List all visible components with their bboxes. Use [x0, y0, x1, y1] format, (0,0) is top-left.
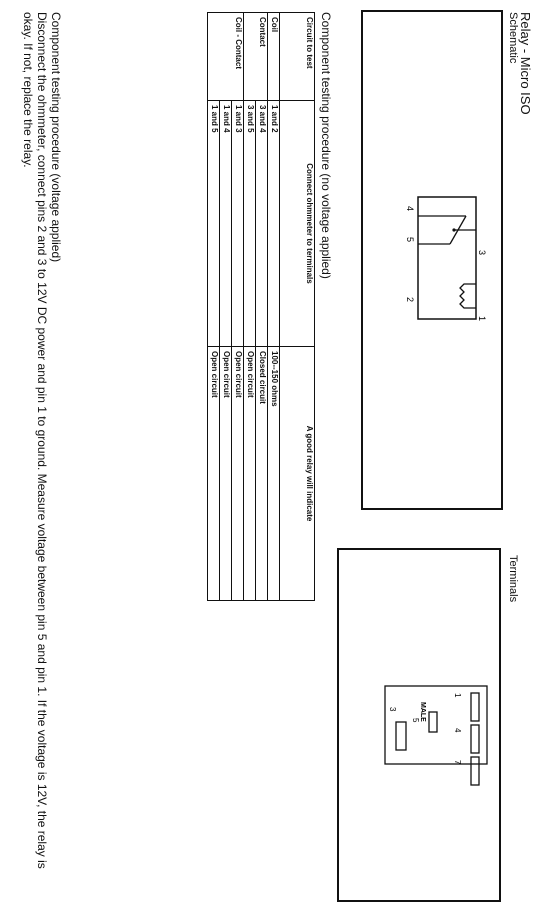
- cell-terminals: 3 and 5: [244, 101, 256, 347]
- schematic-outline: [418, 197, 476, 319]
- schematic-box: [361, 10, 503, 510]
- terminals-diagram: [335, 550, 499, 904]
- cell-circuit: Coil: [268, 13, 280, 101]
- procedure-2-heading: Component testing procedure (voltage applied): [49, 12, 63, 263]
- cell-result: Closed circuit: [256, 347, 268, 601]
- male-connector-label: MALE: [419, 702, 426, 722]
- cell-result: Open circuit: [232, 347, 244, 601]
- schematic-pin-1: 1: [477, 316, 487, 322]
- cell-terminals: 3 and 4: [256, 101, 268, 347]
- schematic-pin-2: 2: [405, 297, 415, 303]
- terminal-label-5: 5: [411, 718, 420, 723]
- schematic-heading: Schematic: [507, 12, 519, 64]
- col-result: A good relay will indicate: [280, 347, 315, 601]
- terminal-label-1: 1: [453, 693, 462, 698]
- coil-icon: [460, 284, 476, 308]
- cell-terminals: 1 and 2: [268, 101, 280, 347]
- terminal-label-4: 4: [453, 728, 462, 733]
- terminal-pin-7: [471, 757, 479, 785]
- terminal-pin-4: [471, 725, 479, 753]
- table-row: [244, 13, 256, 601]
- table-row: [268, 13, 280, 601]
- procedure-2-body: Disconnect the ohmmeter, connect pins 2 and 3 to 12V DC power and pin 1 to ground. Measure voltage between pin 5 and pin 1. If the voltage is 12V, the relay is okay. If not, replace the relay.: [21, 12, 49, 869]
- terminal-label-3: 3: [388, 707, 397, 712]
- schematic-pin-5: 5: [405, 237, 415, 243]
- cell-result: 100--150 ohms: [268, 347, 280, 601]
- table-row: [220, 13, 232, 601]
- procedure-1-heading: Component testing procedure (no voltage applied): [319, 12, 333, 279]
- switch-contact-dot: [452, 228, 455, 231]
- schematic-pin-4: 4: [405, 206, 415, 212]
- terminals-heading: Terminals: [507, 555, 519, 603]
- cell-terminals: 1 and 3: [232, 101, 244, 347]
- table-row: [256, 13, 268, 601]
- terminal-label-7: 7: [453, 760, 462, 765]
- table-row: [208, 13, 220, 601]
- relay-schematic-diagram: [359, 12, 501, 512]
- col-terminals: Connect ohmmeter to terminals: [280, 101, 315, 347]
- page-title: Relay - Micro ISO: [518, 12, 533, 115]
- cell-circuit: Contact: [244, 13, 268, 101]
- cell-terminals: 1 and 4: [220, 101, 232, 347]
- table-header-row: [280, 13, 315, 601]
- schematic-pin-3: 3: [477, 250, 487, 256]
- cell-circuit: Coil - Contact: [208, 13, 244, 101]
- terminal-pin-5: [429, 712, 437, 732]
- cell-terminals: 1 and 5: [208, 101, 220, 347]
- cell-result: Open circuit: [220, 347, 232, 601]
- test-table: [207, 12, 315, 601]
- col-circuit: Circuit to test: [280, 13, 315, 101]
- cell-result: Open circuit: [208, 347, 220, 601]
- table-row: [232, 13, 244, 601]
- terminal-pin-3: [396, 722, 406, 750]
- cell-result: Open circuit: [244, 347, 256, 601]
- terminal-pin-1: [471, 693, 479, 721]
- terminals-box: [337, 548, 501, 902]
